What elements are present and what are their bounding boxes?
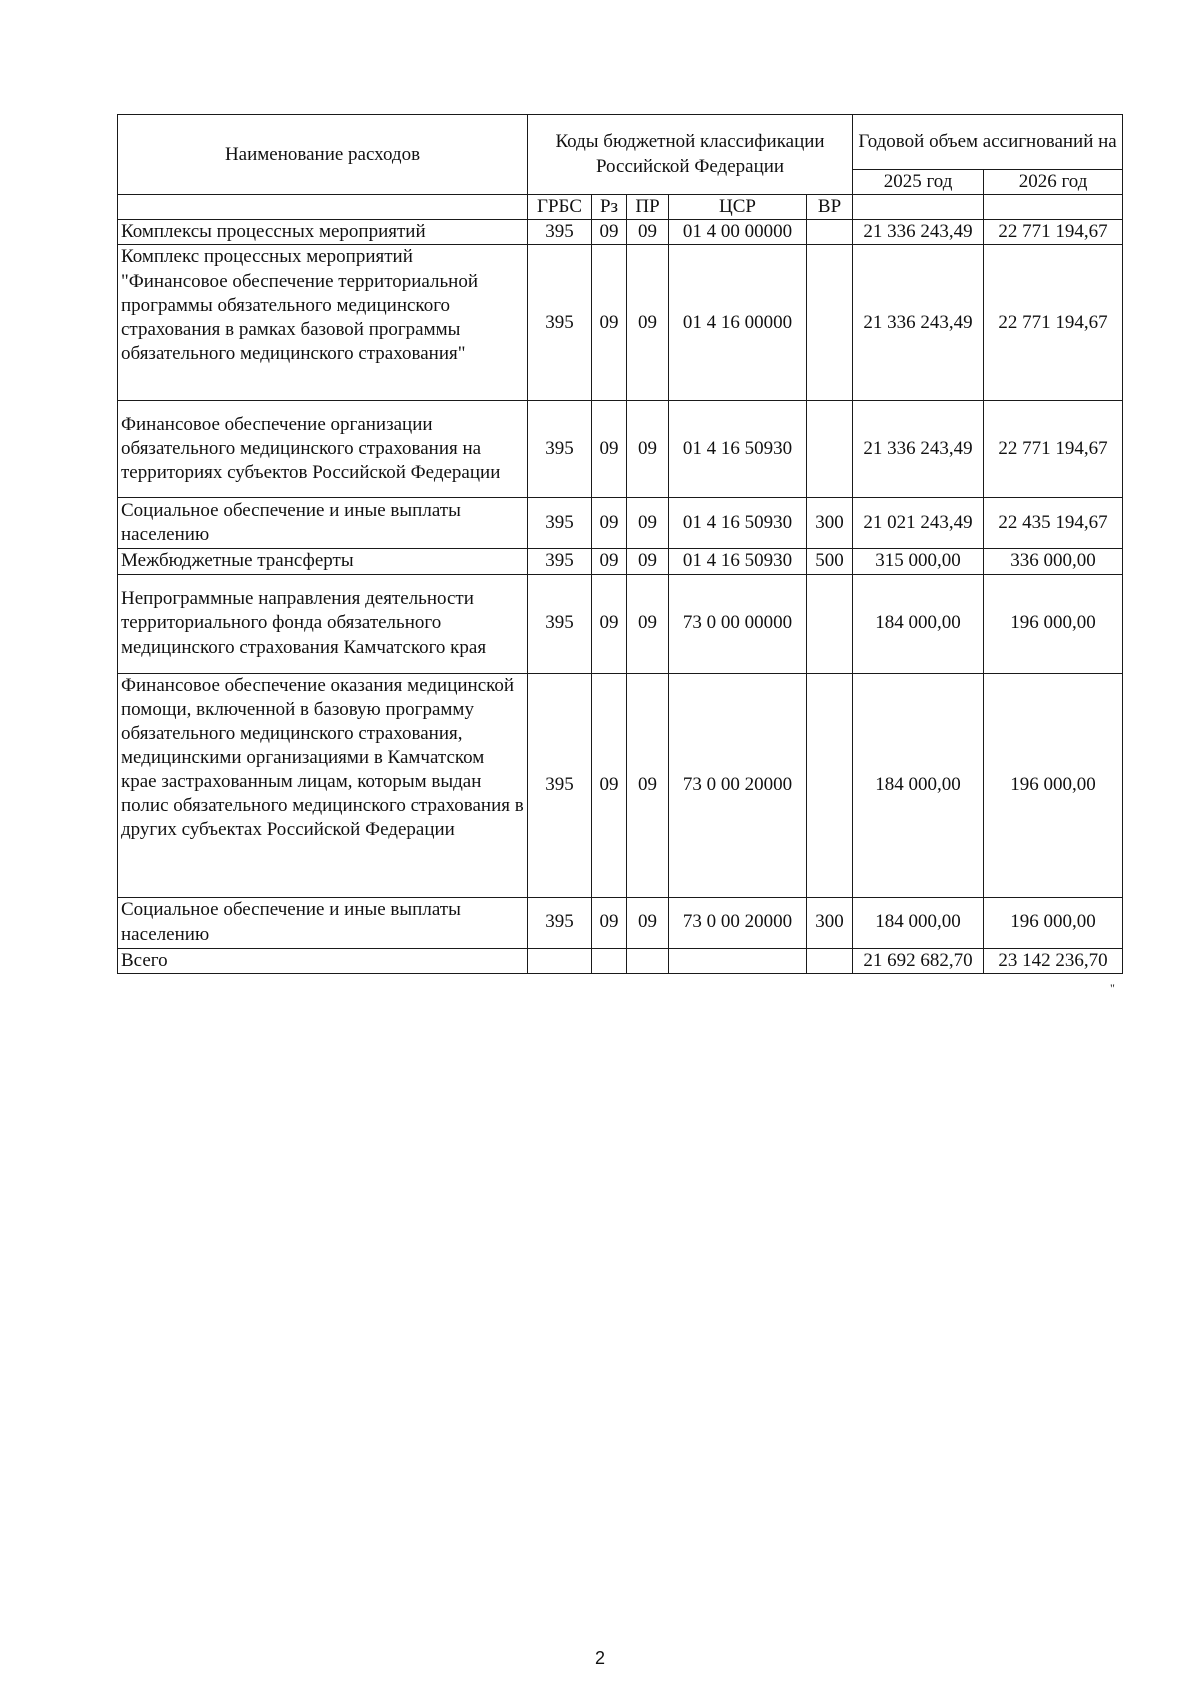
row-amount-2026: 196 000,00	[984, 673, 1123, 897]
row-amount-2026: 22 771 194,67	[984, 245, 1123, 401]
total-label: Всего	[118, 948, 528, 973]
row-name: Межбюджетные трансферты	[118, 549, 528, 574]
row-name: Комплексы процессных мероприятий	[118, 220, 528, 245]
row-vr	[807, 401, 853, 498]
subheader-empty-name	[118, 195, 528, 220]
row-name: Финансовое обеспечение организации обязательного медицинского страхования на территориях субъектов Российской Федерации	[118, 401, 528, 498]
row-amount-2025: 21 336 243,49	[853, 220, 984, 245]
row-csr: 73 0 00 20000	[669, 673, 807, 897]
table-row	[118, 897, 1123, 948]
budget-table	[117, 114, 1123, 974]
header-amount: Годовой объем ассигнований на	[853, 115, 1123, 170]
row-pr: 09	[627, 220, 669, 245]
row-pr: 09	[627, 245, 669, 401]
row-amount-2026: 196 000,00	[984, 897, 1123, 948]
row-grbs: 395	[528, 673, 592, 897]
row-rz: 09	[592, 401, 627, 498]
row-csr: 01 4 16 50930	[669, 549, 807, 574]
total-empty-rz	[592, 948, 627, 973]
row-amount-2025: 315 000,00	[853, 549, 984, 574]
row-vr	[807, 220, 853, 245]
row-rz: 09	[592, 498, 627, 549]
row-vr	[807, 574, 853, 673]
row-vr: 300	[807, 897, 853, 948]
row-csr: 73 0 00 00000	[669, 574, 807, 673]
row-name: Непрограммные направления деятельности территориального фонда обязательного медицинского страхования Камчатского края	[118, 574, 528, 673]
total-row	[118, 948, 1123, 973]
row-name: Социальное обеспечение и иные выплаты населению	[118, 897, 528, 948]
table-row	[118, 245, 1123, 401]
row-rz: 09	[592, 673, 627, 897]
row-rz: 09	[592, 220, 627, 245]
total-empty-csr	[669, 948, 807, 973]
row-amount-2025: 21 336 243,49	[853, 401, 984, 498]
row-vr	[807, 673, 853, 897]
row-pr: 09	[627, 401, 669, 498]
closing-quote: "	[1110, 981, 1115, 995]
header-codes: Коды бюджетной классификации Российской Федерации	[528, 115, 853, 195]
total-empty-pr	[627, 948, 669, 973]
row-amount-2025: 21 336 243,49	[853, 245, 984, 401]
row-grbs: 395	[528, 245, 592, 401]
row-grbs: 395	[528, 574, 592, 673]
row-amount-2025: 184 000,00	[853, 673, 984, 897]
row-rz: 09	[592, 549, 627, 574]
row-amount-2026: 22 771 194,67	[984, 220, 1123, 245]
total-amount-2025: 21 692 682,70	[853, 948, 984, 973]
row-name: Социальное обеспечение и иные выплаты населению	[118, 498, 528, 549]
subheader-rz: Рз	[592, 195, 627, 220]
total-empty-grbs	[528, 948, 592, 973]
row-csr: 73 0 00 20000	[669, 897, 807, 948]
row-amount-2026: 22 435 194,67	[984, 498, 1123, 549]
row-csr: 01 4 00 00000	[669, 220, 807, 245]
row-csr: 01 4 16 50930	[669, 401, 807, 498]
total-empty-vr	[807, 948, 853, 973]
row-grbs: 395	[528, 401, 592, 498]
table-row	[118, 401, 1123, 498]
row-amount-2025: 21 021 243,49	[853, 498, 984, 549]
table-row	[118, 574, 1123, 673]
row-pr: 09	[627, 498, 669, 549]
row-amount-2026: 22 771 194,67	[984, 401, 1123, 498]
total-amount-2026: 23 142 236,70	[984, 948, 1123, 973]
row-csr: 01 4 16 50930	[669, 498, 807, 549]
row-amount-2025: 184 000,00	[853, 574, 984, 673]
row-vr: 500	[807, 549, 853, 574]
row-amount-2026: 196 000,00	[984, 574, 1123, 673]
row-amount-2026: 336 000,00	[984, 549, 1123, 574]
row-pr: 09	[627, 574, 669, 673]
table-row	[118, 549, 1123, 574]
row-rz: 09	[592, 897, 627, 948]
row-vr	[807, 245, 853, 401]
row-rz: 09	[592, 574, 627, 673]
row-grbs: 395	[528, 220, 592, 245]
row-amount-2025: 184 000,00	[853, 897, 984, 948]
row-name: Финансовое обеспечение оказания медицинской помощи, включенной в базовую программу обязательного медицинского страхования, медицинскими организациями в Камчатском крае застрахованным лицам, которым выдан полис обязательного медицинского страхования в других субъектах Российской Федерации	[118, 673, 528, 897]
row-pr: 09	[627, 897, 669, 948]
subheader-pr: ПР	[627, 195, 669, 220]
subheader-vr: ВР	[807, 195, 853, 220]
table-row	[118, 673, 1123, 897]
row-csr: 01 4 16 00000	[669, 245, 807, 401]
header-name: Наименование расходов	[118, 115, 528, 195]
table-row	[118, 220, 1123, 245]
row-pr: 09	[627, 673, 669, 897]
table-row	[118, 498, 1123, 549]
subheader-empty-2026	[984, 195, 1123, 220]
row-pr: 09	[627, 549, 669, 574]
subheader-empty-2025	[853, 195, 984, 220]
page-number: 2	[594, 1648, 605, 1668]
header-year-2025: 2025 год	[853, 170, 984, 195]
row-grbs: 395	[528, 549, 592, 574]
row-name: Комплекс процессных мероприятий "Финансовое обеспечение территориальной программы обязательного медицинского страхования в рамках базовой программы обязательного медицинского страхования"	[118, 245, 528, 401]
subheader-csr: ЦСР	[669, 195, 807, 220]
row-grbs: 395	[528, 897, 592, 948]
header-year-2026: 2026 год	[984, 170, 1123, 195]
row-rz: 09	[592, 245, 627, 401]
row-vr: 300	[807, 498, 853, 549]
subheader-grbs: ГРБС	[528, 195, 592, 220]
row-grbs: 395	[528, 498, 592, 549]
